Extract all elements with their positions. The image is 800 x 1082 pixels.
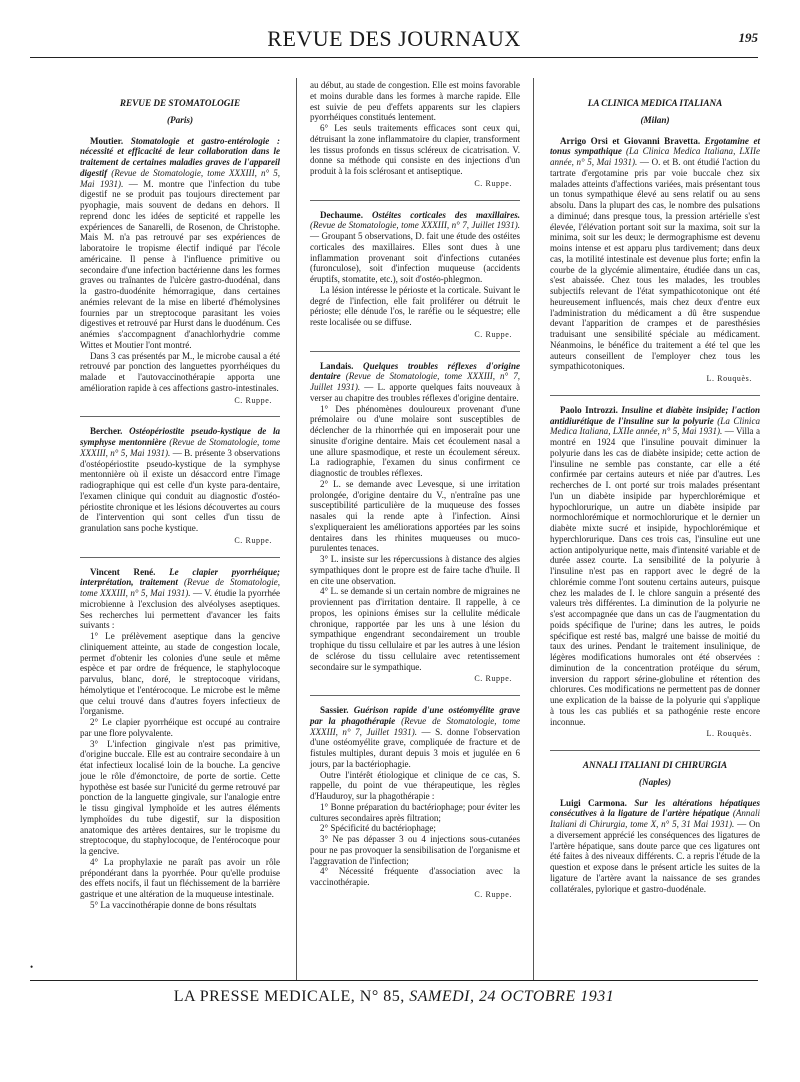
article-body: — S. donne l'observation d'une ostéomyélite grave, compliquée de fracture et de fistules multiples, durant depuis 3 mois et jugulée en 6 jours, par la bactériophagie. [310, 726, 520, 769]
article-title: Ergotamine et tonus sympathique [550, 135, 760, 157]
article-vincent [80, 567, 280, 911]
article-divider [550, 395, 760, 396]
article-author: Paolo Introzzi. [560, 404, 618, 415]
article-paragraph: 5° La vaccinothérapie donne de bons résultats [90, 899, 257, 910]
article-source: (Revue de Stomatologie, tome XXXIII, n° 7, Juillet 1931). [310, 715, 520, 737]
article-author: Arrigo Orsi et Giovanni Bravetta. [560, 135, 701, 146]
page-header [30, 26, 758, 52]
article-body: — Villa a montré en 1924 que l'insuline pouvait diminuer la polyurie dans les cas de diabète insipide; cette action de l'insuline ne semble pas constante, car elle a été confirmée par certains auteurs et niée par d'autres. Les recherches de I. ont porté sur trois malades présentant l'un un diabète insipide par hyperchlorémique et hypochlorurique, un autre un diabète insipide par normochlorémique et normochlorurique et le dernier un diabète mixte sucré et insipide, hypochlorémique et hyperchlorurique. Dans ces trois cas, l'insuline eut une action antipolyurique nette, mais d'intensité variable et de durée assez courte. La sensibilité de la polyurie à l'insuline n'est pas en rapport avec le degré de la chlorémie comme l'ont soutenu certains auteurs, puisque chez les malades de I. le chlore sanguin a présenté des valeurs très différentes. La diminution de la polyurie ne s'est accompagnée que dans un cas de l'augmentation du poids spécifique de l'urine; dans les autres, le poids spécifique est resté bas, malgré une baisse de moitié du taux des urines. Pendant le traitement insulinique, de légères modifications humorales ont été observées : diminution de la concentration protéique du sérum, inversion du rapport sérine-globuline et rétention des chlorures. Ces modifications ne permettent pas de donner une explication de la baisse de la polyurie qui s'applique à tous les cas publiés et sa pathogénie reste encore inconnue. [550, 426, 760, 727]
article-moutier [80, 136, 280, 407]
article-author: Dechaume. [320, 209, 363, 220]
article-bercher [80, 426, 280, 546]
article-signature: C. Ruppe. [234, 395, 272, 405]
article-paragraph: Outre l'intérêt étiologique et clinique de ce cas, S. rappelle, du point de vue thérapeutique, les règles d'Hauduroy, sur la phagothérapie : [310, 769, 520, 801]
section-city: (Naples) [638, 776, 672, 787]
article-source: (Annali Italiani di Chirurgia, tome X, n° 5, 31 Mai 1931). [550, 808, 760, 829]
article-source: (Revue de Stomatologie, tome XXXIII, n° 7, Juillet 1931). [310, 220, 520, 231]
article-body: — M. montre que l'infection du tube digestif ne se produit pas toujours directement par pyophagie, mais souvent de dedans en dehors. Il reprend donc les idées de septicité et rappelle les expériences de Sanarelli, de Rosenon, de Christophe. Mais M. n'a pas retrouvé par ses expériences de laboratoire le tropisme électif indiqué par l'école américaine. Il pense à l'influence primitive ou secondaire d'une infection bactérienne dans les formes graves ou traînantes de l'ulcère gastro-duodénal, dans la gastro-duodénite hémorragique, dans certaines anémies relevant de la mise en liberté d'hémolysines fournies par un streptocoque parasitant les voies digestives et retrouvé par Hurst dans le duodénum. Ces anémies s'accompagnent d'anachlorhydrie comme Wittes et Moutier l'ont montré. [80, 178, 280, 350]
article-divider [310, 695, 520, 696]
article-paragraph: 2° Spécificité du bactériophage; [320, 823, 436, 834]
article-author: Moutier. [90, 135, 124, 146]
bullet-mark: • [30, 962, 34, 972]
article-divider [550, 750, 760, 751]
article-title: Insuline et diabète insipide; l'action antidiurétique de l'insuline sur la polyurie [550, 404, 760, 426]
column-3 [550, 80, 760, 901]
article-divider [310, 351, 520, 352]
article-title: Guérison rapide d'une ostéomyélite grave par la phagothérapie [310, 705, 520, 726]
article-landais [310, 361, 520, 686]
article-paragraph: au début, au stade de congestion. Elle est moins favorable et moins durable dans les formes à marche rapide. Elle est suivie de peu d'effets apparents sur les clapiers pyorrhéiques constitués lentement. [310, 80, 520, 123]
article-title: Le clapier pyorrhéique; interprétation, traitement [80, 566, 281, 588]
article-title: Quelques troubles réflexes d'origine dentaire [310, 360, 520, 382]
article-source: (La Clinica Medica Italiana, LXIIe année, n° 5, Mai 1931). [550, 146, 760, 167]
footer-journal: LA PRESSE MEDICALE, N° 85, [173, 988, 405, 1005]
article-body: — L. apporte quelques faits nouveaux à verser au chapitre des troubles réflexes d'origine dentaire. [310, 382, 520, 403]
article-introzzi [550, 405, 760, 740]
article-signature: C. Ruppe. [474, 889, 512, 899]
article-title: Ostéites corticales des maxillaires. [372, 209, 520, 220]
article-signature: C. Ruppe. [234, 535, 272, 545]
page-number: 195 [738, 30, 758, 45]
article-source: (Revue de Stomatologie, tome XXXIII, n° 7, Juillet 1931). [310, 371, 520, 392]
article-source: (Revue de Stomatologie, tome XXXIII, n° 5, Mai 1931). [80, 167, 280, 189]
article-paragraph: 2° Le clapier pyorrhéique est occupé au contraire par une flore polyvalente. [80, 717, 280, 738]
column-1 [80, 80, 280, 918]
article-divider [80, 416, 280, 417]
article-paragraph: 3° L. insiste sur les répercussions à distance des algies sympathiques dont le propre est de faire tache d'huile. Il en cite une observation. [310, 554, 520, 586]
article-title: Stomatologie et gastro-entérologie : nécessité et efficacité de leur collaboration dans le traitement de certaines maladies graves de l'appareil digestif [80, 135, 280, 178]
article-source: (Revue de Stomatologie, tome XXXIII, n° 5, Mai 1931). [80, 577, 280, 598]
article-sassier [310, 705, 520, 901]
section-heading: REVUE DE STOMATOLOGIE [119, 98, 241, 108]
article-paragraph: 4° Nécessité fréquente d'association avec la vaccinothérapie. [310, 866, 520, 887]
article-paragraph: 3° L'infection gingivale n'est pas primitive, d'origine buccale. Elle est au contraire secondaire à un état infectieux localisé loin de la bouche. La gencive joue le rôle d'émonctoire, de porte de sortie. Cette hypothèse est basée sur l'unicité du germe retrouvé par ponction de la languette gingivale, sur l'analogie entre le tissu gingival lymphoïde et les autres éléments lymphoïdes du tube digestif, sur la disposition anatomique des artères dentaires, sur le tropisme du streptocoque, du staphylocoque, de l'entérocoque pour la gencive. [80, 738, 280, 856]
column-2 [310, 80, 520, 908]
article-paragraph: 1° Bonne préparation du bactériophage; pour éviter les cultures secondaires après filtration; [310, 801, 520, 823]
article-divider [80, 557, 280, 558]
article-signature: L. Rouquès. [706, 374, 752, 383]
article-dechaume [310, 210, 520, 341]
article-paragraph: 4° La prophylaxie ne paraît pas avoir un rôle prépondérant dans la pyorrhée. Pour qu'elle produise des effets nocifs, il faut un fléchissement de la barrière gastrique et une altération de la muqueuse intestinale. [80, 856, 280, 899]
section-heading: ANNALI ITALIANI DI CHIRURGIA [582, 760, 728, 770]
article-paragraph: 4° L. se demande si un certain nombre de migraines ne proviennent pas d'irritation dentaire. Il rappelle, à ce propos, les opinions émises sur la cellulite médicale chronique, rapportée par les uns à une lésion du sympathique engendrant secondairement un trouble trophique du tissu cellulaire et par les autres à une lésion de sclérose du tissu cellulaire avec retentissement secondaire sur le sympathique. [310, 586, 520, 672]
article-signature: L. Rouquès. [706, 729, 752, 739]
article-source: (Revue de Stomatologie, tome XXXIII, n° 5, Mai 1931). [80, 437, 280, 458]
footer-date: SAMEDI, 24 OCTOBRE 1931 [409, 988, 615, 1005]
article-paragraph: 3° Ne pas dépasser 3 ou 4 injections sous-cutanées pour ne pas provoquer la sensibilisation de l'organisme et l'aggravation de l'infection; [310, 834, 520, 866]
article-body: — O. et B. ont étudié l'action du tartrate d'ergotamine pris par voie buccale chez six malades atteints d'affections variées, mais présentant tous un tonus sympathique élevé au sens relatif ou au sens absolu. Dans la plupart des cas, le nombre des pulsations a diminué; dans presque tous, la pression artérielle s'est élevée, l'élévation portant soit sur la maxima, soit sur la minima, soit sur les deux; le dermographisme est devenu moins intense et est apparu plus tardivement; dans deux cas, la motilité intestinale est devenue plus forte; enfin la courbe de la glycémie alimentaire, étudiée dans un cas, s'est abaissée. Chez tous les malades, les troubles subjectifs relevant de l'état sympathicotonique ont été heureusement influencés, mais chez deux d'entre eux l'administration du médicament a dû être suspendue devant l'apparition de crampes et de paresthésies traduisant une sensibilité spéciale au médicament. Néanmoins, le bénéfice du traitement a été tel que les auteurs conseillent de l'employer chez tous les sympathicotoniques. [550, 157, 760, 372]
article-body: — B. présente 3 observations d'ostéopériostite pseudo-kystique de la symphyse mentonnière où il existe un désaccord entre l'image radiographique qui est celle d'un kyste para-dentaire, l'examen clinique qui conduit au diagnostic d'ostéo-périostite chronique et les lésions découvertes au cours de l'intervention qui sont celles d'un tissu de granulation sans poche kystique. [80, 447, 280, 533]
article-author: Sassier. [320, 705, 349, 715]
journal-section-title: REVUE DES JOURNAUX [267, 26, 521, 51]
article-signature: C. Ruppe. [474, 674, 512, 684]
section-heading: LA CLINICA MEDICA ITALIANA [587, 98, 723, 108]
article-author: Vincent René. [90, 566, 156, 577]
article-author: Bercher. [90, 426, 123, 437]
article-title: Sur les altérations hépatiques consécutives à la ligature de l'artère hépatique [550, 797, 761, 819]
section-city: (Paris) [166, 114, 194, 125]
article-body: — Groupant 5 observations, D. fait une étude des ostéites corticales des maxillaires. Elles sont dues à une inflammation provenant soit d'infections cutanées (furonculose), soit d'infection muqueuse (accidents éruptifs, stomatite, etc.), soit d'ostéo-phlegmon. [310, 231, 520, 284]
footer-rule [30, 980, 758, 981]
article-paragraph: 1° Le prélèvement aseptique dans la gencive cliniquement atteinte, au stade de congestion locale, permet d'obtenir les colonies d'une seule et même espèce et par ordre de fréquence, le staphylocoque parvulus, blanc, doré, le streptocoque viridans, hémolytique et l'entérocoque. Le microbe est le même que celui trouvé dans d'autres foyers infectieux de l'organisme. [80, 631, 280, 717]
article-paragraph: 1° Des phénomènes douloureux provenant d'une prémolaire ou d'une molaire sont susceptibles de déclencher de la rhinorrhée qui en imposerait pour une sinusite d'origine dentaire. Mais cet écoulement nasal a une allure spasmodique, et reste un écoulement séreux. La radiographie, l'examen du sinus confirment ce diagnostic de troubles réflexes. [310, 403, 520, 478]
article-body: — On a diversement apprécié les conséquences des ligatures de l'artère hépatique, sans doute parce que ces ligatures ont été faites à des niveaux différents. C. a repris l'étude de la question et expose dans le présent article les suites de la ligature de l'artère avant la naissance de ses grandes collatérales, pylorique et gastro-duodénale. [550, 819, 760, 894]
article-author: Luigi Carmona. [560, 797, 627, 808]
article-orsi-bravetta [550, 136, 760, 385]
article-body: — V. étudie la pyorrhée microbienne à l'exclusion des alvéolyses aseptiques. Ses recherches lui permettent d'avancer les faits suivants : [80, 588, 280, 631]
article-title: Ostéopériostite pseudo-kystique de la symphyse mentonnière [80, 426, 280, 447]
article-source: (La Clinica Medica Italiana, LXIIe année, n° 5, Mai 1931). [550, 415, 760, 437]
article-signature: C. Ruppe. [474, 178, 512, 188]
article-signature: C. Ruppe. [474, 329, 512, 339]
article-paragraph: 6° Les seuls traitements efficaces sont ceux qui, détruisant la zone inflammatoire du clapier, transforment les tissus profonds en tissus scléreux de cicatrisation. V. donne sa méthode qui consiste en des injections d'un produit à la fois sclérosant et antiseptique. [310, 123, 520, 176]
article-author: Landais. [320, 360, 354, 371]
article-divider [310, 200, 520, 201]
column-divider [296, 78, 297, 980]
section-city: (Milan) [640, 114, 670, 125]
article-paragraph: 2° L. se demande avec Levesque, si une irritation prolongée, d'origine dentaire du V., n'entraîne pas une susceptibilité particulière de la muqueuse des fosses nasales qui la rende apte à l'infection. Ainsi s'expliqueraient les améliorations apportées par les soins dentaires dans les rhinites muqueuses ou muco-purulentes tenaces. [310, 478, 520, 554]
article-carmona [550, 798, 760, 895]
column-divider [533, 78, 534, 980]
header-rule [30, 57, 758, 58]
page-footer [30, 988, 758, 1006]
article-paragraph: Dans 3 cas présentés par M., le microbe causal a été retrouvé par ponction des languettes pyorrhéiques du malade et l'autovaccinothérapie apporta une amélioration rapide à ces affections gastro-intestinales. [80, 350, 280, 393]
article-paragraph: La lésion intéresse le périoste et la corticale. Suivant le degré de l'infection, elle fait proliférer ou détruit le périoste; elle dénude l'os, le raréfie ou le séquestre; elle reste localisée ou se diffuse. [310, 284, 520, 327]
